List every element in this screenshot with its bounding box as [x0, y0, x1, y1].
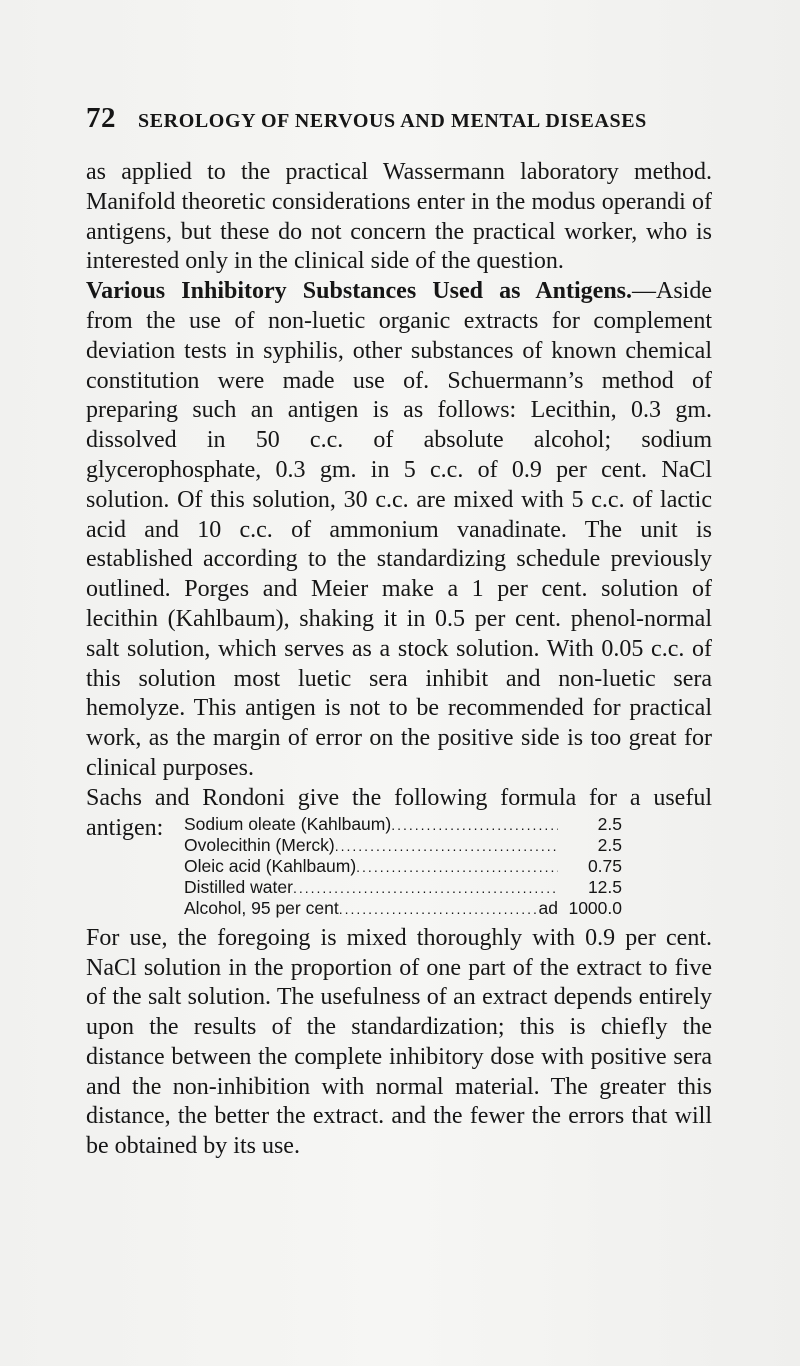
formula-quantity: 12.5	[587, 877, 622, 897]
formula-ingredient: Alcohol, 95 per cent	[184, 898, 339, 918]
formula-table	[184, 814, 634, 919]
dot-leader	[335, 836, 558, 856]
formula-row	[184, 898, 634, 919]
page-number: 72	[86, 102, 116, 134]
formula-quantity-prefix: ad	[538, 898, 558, 918]
running-title: SEROLOGY OF NERVOUS AND MENTAL DISEASES	[138, 110, 647, 132]
dot-leader	[391, 815, 558, 835]
formula-ingredient: Oleic acid (Kahlbaum)	[184, 856, 357, 876]
formula-row	[184, 877, 634, 898]
formula-ingredient: Distilled water	[184, 877, 293, 897]
formula-quantity: 1000.0	[568, 898, 622, 918]
paragraph-2	[86, 277, 712, 784]
dot-leader	[356, 857, 558, 877]
dot-leader	[293, 878, 558, 898]
paragraph-3: Sachs and Rondoni give the following formula for a useful antigen:	[86, 784, 712, 841]
body-text-upper	[86, 158, 712, 843]
formula-row	[184, 835, 634, 856]
paragraph-2-body: —Aside from the use of non-luetic organic extracts for complement deviation tests in syphilis, other substances of known chemical constitution were made use of. Schuermann’s method of preparing such an antigen is as follows: Lecithin, 0.3 gm. dissolved in 50 c.c. of absolute alcohol; sodium glycerophosphate, 0.3 gm. in 5 c.c. of 0.9 per cent. NaCl solution. Of this solution, 30 c.c. are mixed with 5 c.c. of lactic acid and 10 c.c. of ammonium vanadinate. The unit is established according to the standardizing schedule previously outlined. Porges and Meier make a 1 per cent. solution of lecithin (Kahlbaum), shaking it in 0.5 per cent. phenol-normal salt solution, which serves as a stock solution. With 0.05 c.c. of this solution most luetic sera inhibit and non-luetic sera hemolyze. This antigen is not to be recommended for practical work, as the margin of error on the positive side is too great for clinical purposes.	[86, 278, 712, 781]
paragraph-4: For use, the foregoing is mixed thoroughly with 0.9 per cent. NaCl solution in the proportion of one part of the extract to five of the salt solution. The usefulness of an extract depends entirely upon the results of the standardization; this is chiefly the distance between the complete inhibitory dose with positive sera and the non-inhibition with normal material. The greater this distance, the better the extract. and the fewer the errors that will be obtained by its use.	[86, 925, 712, 1159]
formula-quantity: 0.75	[587, 856, 622, 876]
running-header	[86, 102, 726, 142]
formula-ingredient: Ovolecithin (Merck)	[184, 835, 335, 855]
formula-quantity: 2.5	[597, 814, 622, 834]
formula-row	[184, 856, 634, 877]
dot-leader	[339, 899, 538, 919]
formula-quantity: 2.5	[597, 835, 622, 855]
formula-ingredient: Sodium oleate (Kahlbaum)	[184, 814, 392, 834]
section-heading: Various Inhibitory Substances Used as Antigens.	[86, 278, 632, 305]
paragraph-1: as applied to the practical Wassermann laboratory method. Manifold theoretic considerations enter in the modus operandi of antigens, but these do not concern the practical worker, who is interested only in the clinical side of the question.	[86, 159, 712, 275]
formula-row	[184, 814, 634, 835]
